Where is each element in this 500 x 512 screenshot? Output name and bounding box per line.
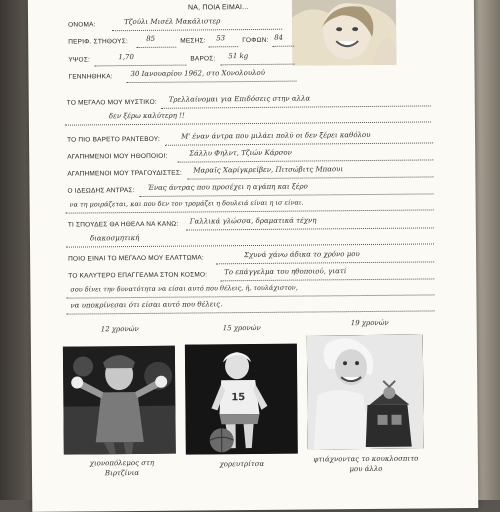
weight-line — [220, 64, 294, 66]
secret-line-1 — [161, 105, 431, 108]
hips-label: ΓΟΦΩΝ: — [242, 36, 269, 45]
photo-dollhouse — [307, 335, 424, 450]
photo-caption-3-line-2: μου άλλο — [349, 464, 383, 474]
ideal-man-answer-1: Ένας άντρας που προσέχει η αγάπη και ξέρο — [147, 182, 308, 192]
boring-date-answer: Μ' έναν άντρα που μιλάει πολύ οι δεν ξέρει καθόλου — [181, 130, 371, 141]
profession-line-2 — [66, 294, 434, 298]
birth-label: ΓΕΝΝΗΘΗΚΑ: — [68, 73, 113, 81]
name-value: Τζούλι Μισέλ Μακάλιστερ — [124, 17, 221, 27]
profession-answer-2: σου δίνει την δυνατότητα να είσαι αυτό που θέλεις, ή, τουλάχιστον, — [70, 283, 298, 294]
secret-line-2 — [65, 121, 431, 125]
birth-value: 30 Ιανουαρίου 1962, στο Χονολουλού — [130, 68, 266, 79]
singers-answer: Μαραϊς Χαρίγκρεϊβεν, Πιτσώβιτς Μπαουι — [193, 165, 344, 175]
photo-caption-1-line-2: Βιρτζίνια — [104, 469, 140, 478]
secret-label: ΤΟ ΜΕΓΑΛΟ ΜΟΥ ΜΥΣΤΙΚΟ: — [66, 98, 157, 107]
photo-cheerleader — [185, 344, 298, 455]
photo-caption-2: χορευτρίτσα — [219, 459, 265, 469]
photo-age-3: 19 χρονών — [350, 318, 389, 328]
flaw-label: ΠΟΙΟ ΕΙΝΑΙ ΤΟ ΜΕΓΑΛΟ ΜΟΥ ΕΛΑΤΤΩΜΑ: — [68, 254, 204, 263]
singers-label: ΑΓΑΠΗΜΕΝΟΙ ΜΟΥ ΤΡΑΓΟΥΔΙΣΤΕΣ: — [67, 169, 183, 178]
flaw-answer: Σχυνά χάνω άδικα το χρόνο μου — [244, 250, 360, 260]
boring-date-line — [165, 142, 433, 145]
weight-value: 51 kg — [228, 52, 249, 61]
flaw-line — [216, 261, 434, 264]
name-line — [112, 29, 282, 31]
photo-caption-1-line-1: χιονοπόλεμος στη — [89, 458, 155, 468]
waist-line — [208, 46, 238, 47]
studies-label: ΤΙ ΣΠΟΥΔΕΣ ΘΑ ΗΘΕΛΑ ΝΑ ΚΑΝΩ: — [67, 220, 179, 229]
weight-label: ΒΑΡΟΣ: — [190, 55, 216, 63]
profession-answer-1: Το επάγγελμα του ηθοποιού, γιατί — [224, 267, 347, 277]
name-label: ΟΝΟΜΑ: — [68, 21, 96, 29]
height-line — [94, 65, 186, 67]
height-label: ΥΨΟΣ: — [68, 56, 91, 64]
waist-value: 53 — [216, 34, 226, 43]
studies-answer-1: Γαλλικά γλώσσα, δραματικά τέχνη — [189, 216, 317, 226]
studies-line-2 — [66, 243, 434, 247]
secret-answer-1: Τρελλαίνομαι για Επιδόσεις στην αλλα — [168, 94, 311, 104]
studies-answer-2: διακοσμητική — [89, 233, 140, 243]
ideal-man-line-1 — [140, 193, 434, 197]
portrait-photo — [292, 0, 397, 66]
chest-line — [136, 47, 176, 48]
birth-line — [127, 81, 297, 83]
profile-page — [28, 0, 479, 512]
studies-line-1 — [186, 227, 434, 230]
actors-answer: Σάλλυ Φηλντ, Τζιών Κάρσον — [189, 148, 292, 158]
hips-line — [272, 46, 294, 47]
photo-snowball-fight — [63, 346, 176, 455]
waist-label: ΜΕΣΗΣ: — [180, 37, 206, 45]
boring-date-label: ΤΟ ΠΙΟ ΒΑΡΕΤΟ ΡΑΝΤΕΒΟΥ: — [67, 135, 160, 144]
actors-label: ΑΓΑΠΗΜΕΝΟΙ ΜΟΥ ΗΘΟΠΟΙΟΙ: — [67, 152, 168, 161]
page-title: ΝΑ, ΠΟΙΑ ΕΙΜΑΙ... — [187, 4, 249, 12]
profession-label: ΤΟ ΚΑΛΥΤΕΡΟ ΕΠΑΓΓΕΛΜΑ ΣΤΟΝ ΚΟΣΜΟ: — [68, 271, 208, 280]
photo-caption-3-line-1: φτιάχνοντας το κουκλοσπιτο — [313, 454, 419, 464]
height-value: 1,70 — [118, 53, 134, 62]
ideal-man-line-2 — [66, 209, 434, 213]
ideal-man-label: Ο ΙΔΕΩΔΗΣ ΑΝΤΡΑΣ: — [67, 187, 135, 195]
profession-line-1 — [220, 278, 434, 281]
profession-line-3 — [67, 310, 435, 314]
profession-answer-3: να υποκρίνεσαι ότι είσαι αυτό που θέλεις. — [70, 300, 223, 310]
chest-value: 85 — [146, 34, 156, 43]
photo-age-2: 15 χρονών — [222, 323, 261, 333]
secret-answer-2: δεν ξέρω καλύτερη !! — [108, 111, 185, 121]
photo-age-1: 12 χρονών — [100, 325, 139, 334]
chest-label: ΠΕΡΙΦ. ΣΤΗΘΟΥΣ: — [68, 38, 128, 46]
svg-text:15: 15 — [231, 392, 246, 404]
actors-line — [177, 159, 433, 162]
ideal-man-answer-2: να τη μοιράζεται, και που δεν τον τρομάζει η δουλειά είναι η ισ είναι. — [69, 198, 304, 209]
singers-line — [187, 176, 433, 179]
hips-value: 84 — [274, 33, 284, 42]
